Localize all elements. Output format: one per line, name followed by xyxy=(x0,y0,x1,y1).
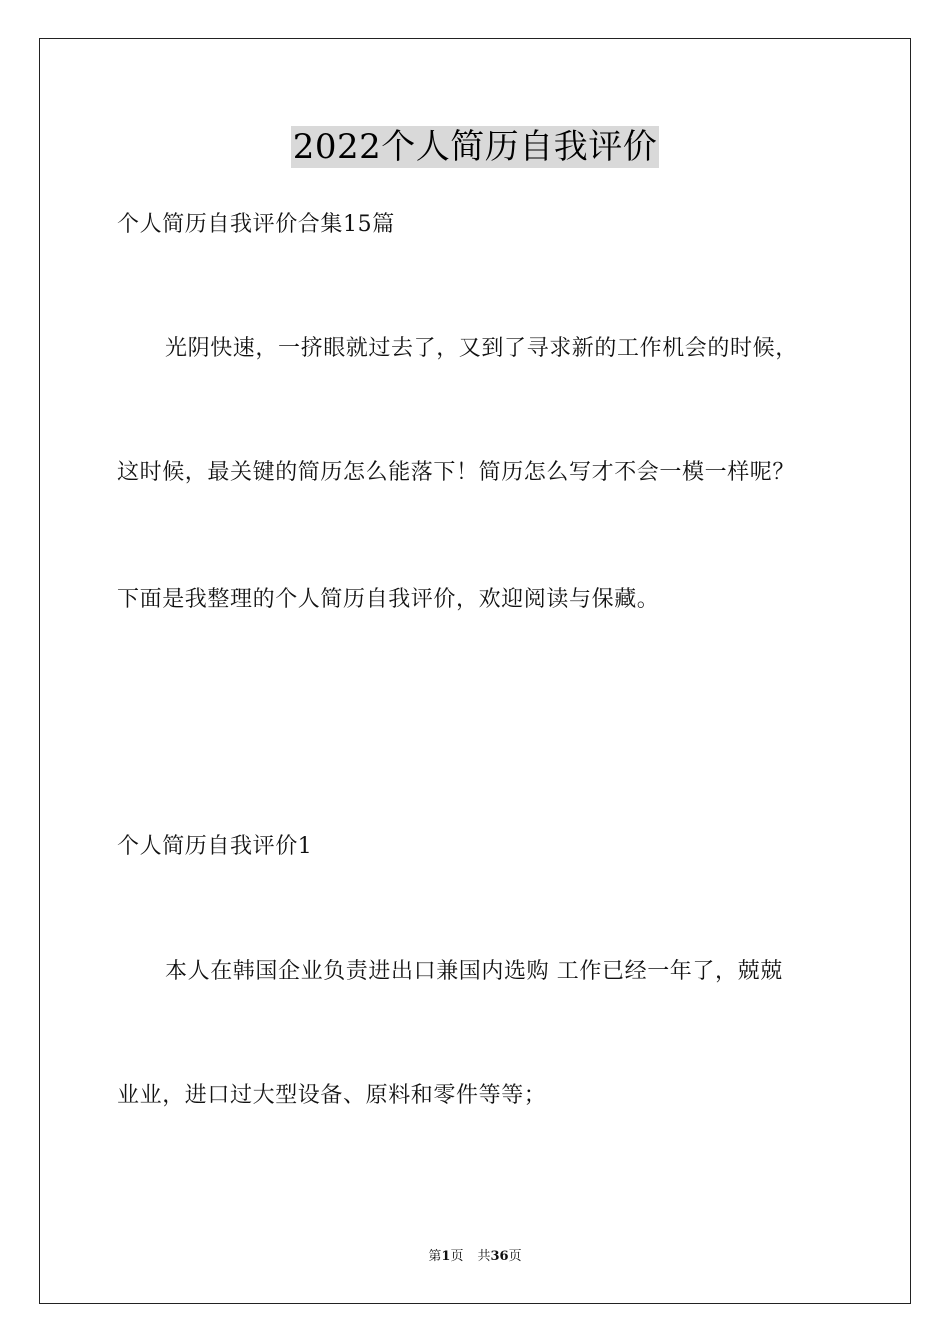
document-subtitle: 个人简历自我评价合集15篇 xyxy=(117,212,395,237)
footer-total-prefix: 共 xyxy=(477,1249,491,1264)
footer-page-suffix: 页 xyxy=(450,1249,464,1264)
footer-page-number: 1 xyxy=(441,1249,451,1264)
footer-total-suffix: 页 xyxy=(508,1249,522,1264)
section-line-1: 本人在韩国企业负责进出口兼国内选购 工作已经一年了，兢兢 xyxy=(165,959,783,984)
intro-line-3: 下面是我整理的个人简历自我评价，欢迎阅读与保藏。 xyxy=(117,587,660,612)
footer-page-prefix: 第 xyxy=(428,1249,442,1264)
footer-total-pages: 36 xyxy=(490,1249,509,1264)
page-footer xyxy=(0,1248,950,1266)
title-container xyxy=(0,126,950,168)
section-heading: 个人简历自我评价1 xyxy=(117,834,313,859)
intro-line-2: 这时候，最关键的简历怎么能落下！简历怎么写才不会一模一样呢？ xyxy=(117,460,796,485)
document-title: 2022个人简历自我评价 xyxy=(292,127,658,167)
section-line-2: 业业，进口过大型设备、原料和零件等等； xyxy=(117,1083,547,1108)
intro-line-1: 光阴快速，一挤眼就过去了，又到了寻求新的工作机会的时候， xyxy=(165,336,798,361)
